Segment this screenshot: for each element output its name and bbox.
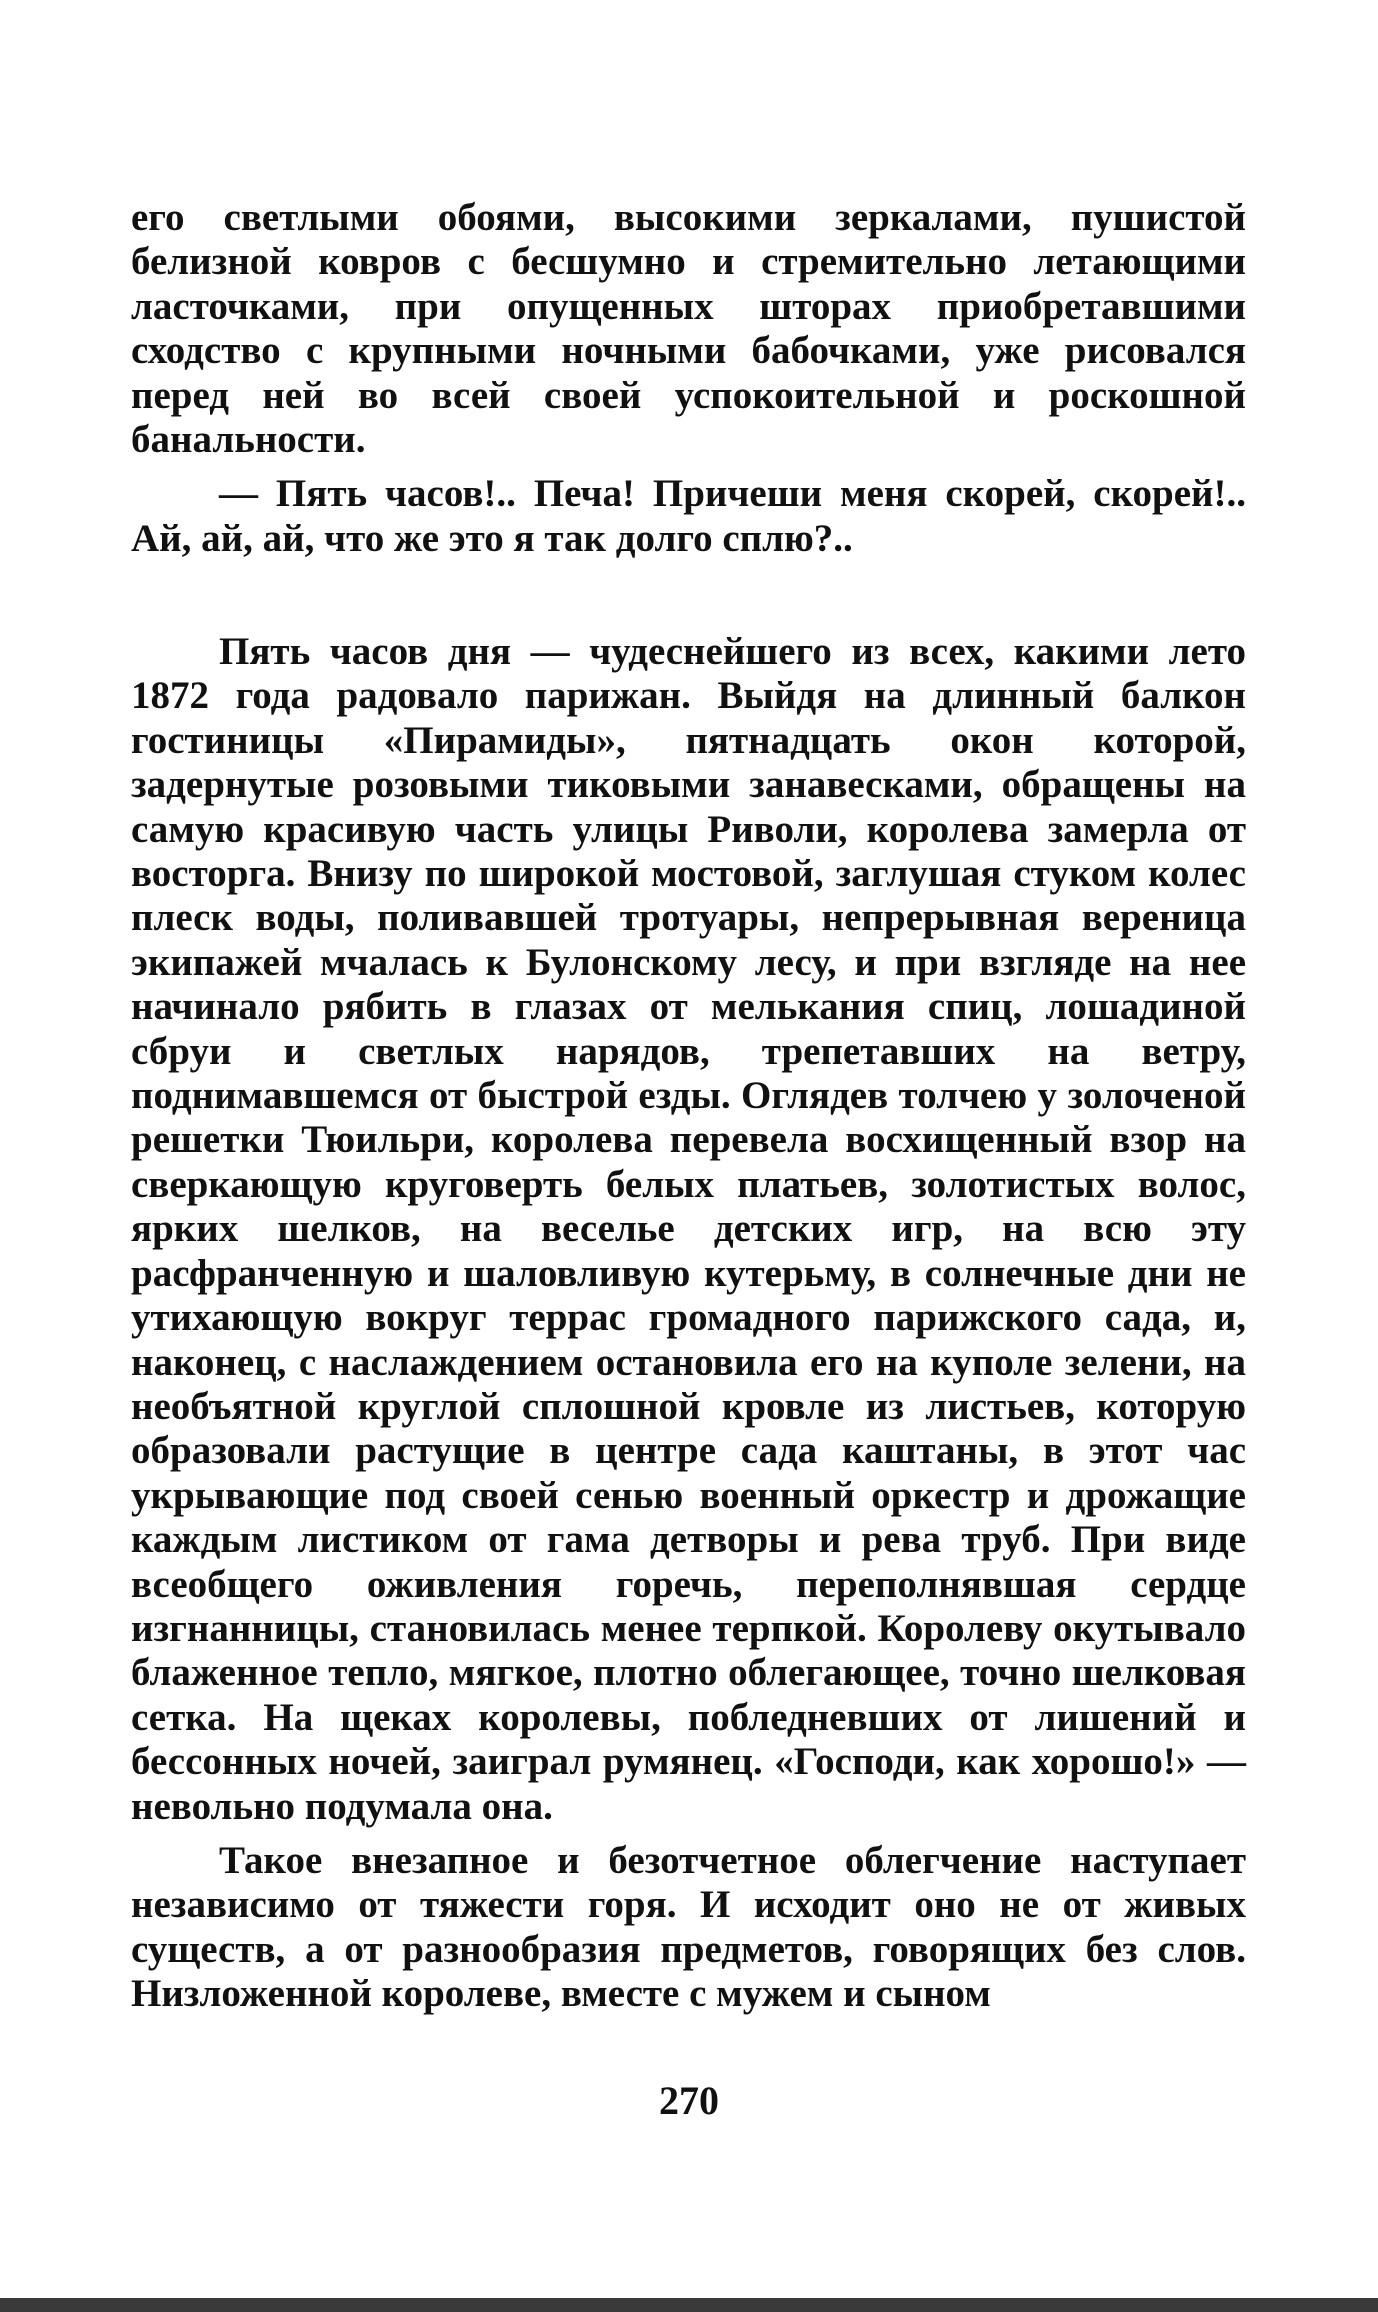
text-block-top: [131, 196, 1246, 561]
page-number: 270: [659, 2078, 719, 2123]
paragraph-dialogue: — Пять часов!.. Печа! Причеши меня скорей, скорей!.. Ай, ай, ай, что же это я так долго сплю?..: [131, 472, 1246, 560]
paragraph-final: Такое внезапное и безотчетное облегчение наступает независимо от тяжести горя. И исходит оно не от живых существ, а от разнообразия предметов, говорящих без слов. Низложенной королеве, вместе с мужем и сыном: [131, 1838, 1246, 2016]
scan-bottom-edge: [0, 2298, 1378, 2312]
paragraph-continuation: его светлыми обоями, высокими зеркалами, пушистой белизной ковров с бесшумно и стремительно летающими ласточками, при опущенных шторах приобретавшими сходство с крупными ночными бабочками, уже рисовался перед ней во всей своей успокоительной и роскошной банальности.: [131, 196, 1246, 462]
paragraph-main: Пять часов дня — чудеснейшего из всех, какими лето 1872 года радовало парижан. Выйдя на длинный балкон гостиницы «Пирамиды», пятнадцать окон которой, задернутые розовыми тиковыми занавесками, обращены на самую красивую часть улицы Риволи, королева замерла от восторга. Внизу по широкой мостовой, заглушая стуком колес плеск воды, поливавшей тротуары, непрерывная вереница экипажей мчалась к Булонскому лесу, и при взгляде на нее начинало рябить в глазах от мелькания спиц, лошадиной сбруи и светлых нарядов, трепетавших на ветру, поднимавшемся от быстрой езды. Оглядев толчею у золоченой решетки Тюильри, королева перевела восхищенный взор на сверкающую круговерть белых платьев, золотистых волос, ярких шелков, на веселье детских игр, на всю эту расфранченную и шаловливую кутерьму, в солнечные дни не утихающую вокруг террас громадного парижского сада, и, наконец, с наслаждением остановила его на куполе зелени, на необъятной круглой сплошной кровле из листьев, которую образовали растущие в центре сада каштаны, в этот час укрывающие под своей сенью военный оркестр и дрожащие каждым листиком от гама детворы и рева труб. При виде всеобщего оживления горечь, переполнявшая сердце изгнанницы, становилась менее терпкой. Королеву окутывало блаженное тепло, мягкое, плотно облегающее, точно шелковая сетка. На щеках королевы, побледневших от лишений и бессонных ночей, заиграл румянец. «Господи, как хорошо!» — невольно подумала она.: [131, 630, 1246, 1828]
text-block-bottom: [131, 630, 1246, 2017]
